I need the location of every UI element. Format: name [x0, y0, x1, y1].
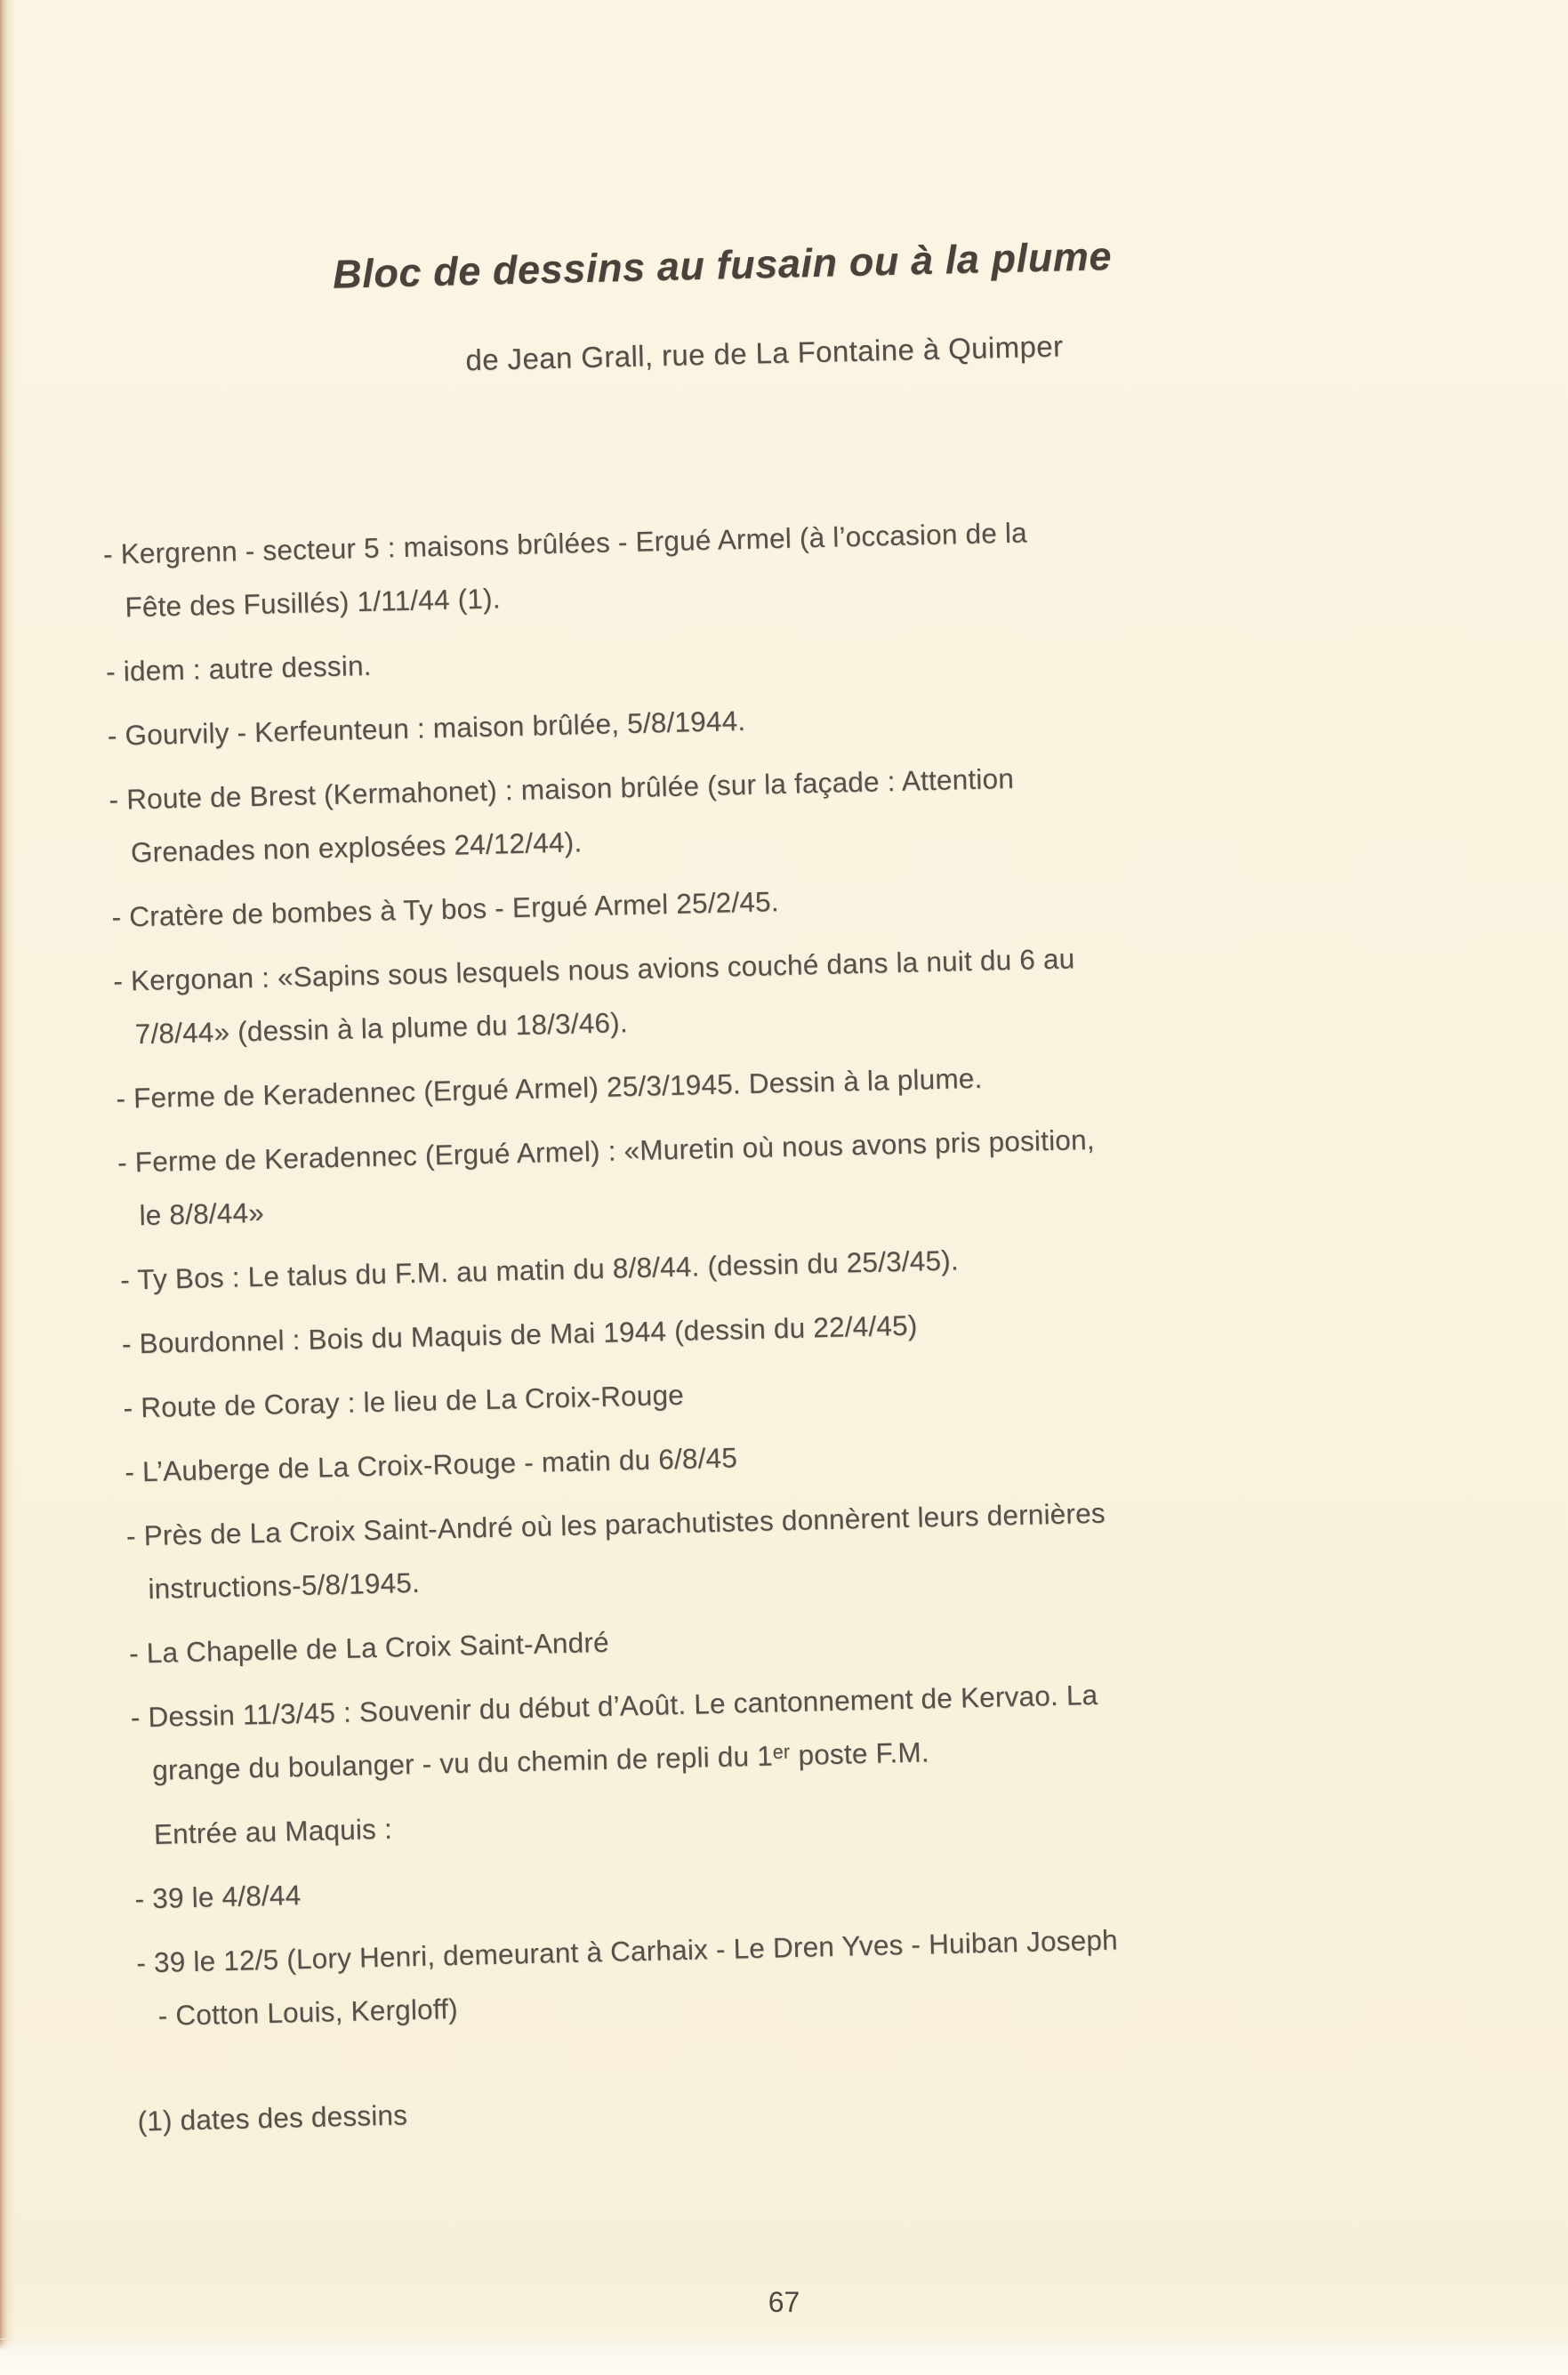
list-item: - Kergonan : «Sapins sous lesquels nous avions couché dans la nuit du 6 au 7/8/44» (dessin à la plume du 18/3/46).: [112, 942, 1075, 1051]
list-item: - Gourvily - Kerfeunteun : maison brûlée, 5/8/1944.: [107, 704, 746, 753]
list-item: - Ferme de Keradennec (Ergué Armel) 25/3/1945. Dessin à la plume.: [116, 1062, 983, 1115]
list-item: - La Chapelle de La Croix Saint-André: [128, 1626, 610, 1670]
list-item: - Cratère de bombes à Ty bos - Ergué Armel 25/2/45.: [111, 885, 780, 934]
list-item: - 39 le 4/8/44: [134, 1879, 302, 1915]
list-item: - Ferme de Keradennec (Ergué Armel) : «Muretin où nous avons pris position, le 8/8/44»: [117, 1123, 1096, 1232]
list-item: - Bourdonnel : Bois du Maquis de Mai 1944 (dessin du 22/4/45): [121, 1309, 918, 1361]
footnote: (1) dates des dessins: [137, 2098, 408, 2138]
drawings-list: [102, 496, 1463, 2043]
page-subtitle: de Jean Grall, rue de La Fontaine à Quimper: [465, 328, 1064, 376]
list-item: - Près de La Croix Saint-André où les parachutistes donnèrent leurs dernières instructions-5/8/1945.: [125, 1497, 1106, 1606]
list-item: - L’Auberge de La Croix-Rouge - matin du 6/8/45: [124, 1441, 738, 1489]
list-item: - Route de Brest (Kermahonet) : maison brûlée (sur la façade : Attention Grenades non explosées 24/12/44).: [109, 762, 1015, 869]
list-item: - idem : autre dessin.: [105, 649, 373, 688]
section-label-entree-au-maquis: Entrée au Maquis :: [153, 1813, 393, 1851]
list-item: - Dessin 11/3/45 : Souvenir du début d’Août. Le cantonnement de Kervao. La grange du boulanger - vu du chemin de repli du 1ᵉʳ poste F.M.: [130, 1679, 1098, 1787]
list-item: - Kergrenn - secteur 5 : maisons brûlées - Ergué Armel (à l’occasion de la Fête des Fusillés) 1/11/44 (1).: [102, 516, 1028, 624]
page-number: 67: [768, 2286, 800, 2318]
list-item: - 39 le 12/5 (Lory Henri, demeurant à Carhaix - Le Dren Yves - Huiban Joseph - Cotton Louis, Kergloff): [135, 1923, 1119, 2033]
list-item: - Ty Bos : Le talus du F.M. au matin du 8/8/44. (dessin du 25/3/45).: [119, 1244, 960, 1297]
page-title: Bloc de dessins au fusain ou à la plume: [332, 233, 1113, 297]
list-item: - Route de Coray : le lieu de La Croix-Rouge: [123, 1379, 685, 1425]
